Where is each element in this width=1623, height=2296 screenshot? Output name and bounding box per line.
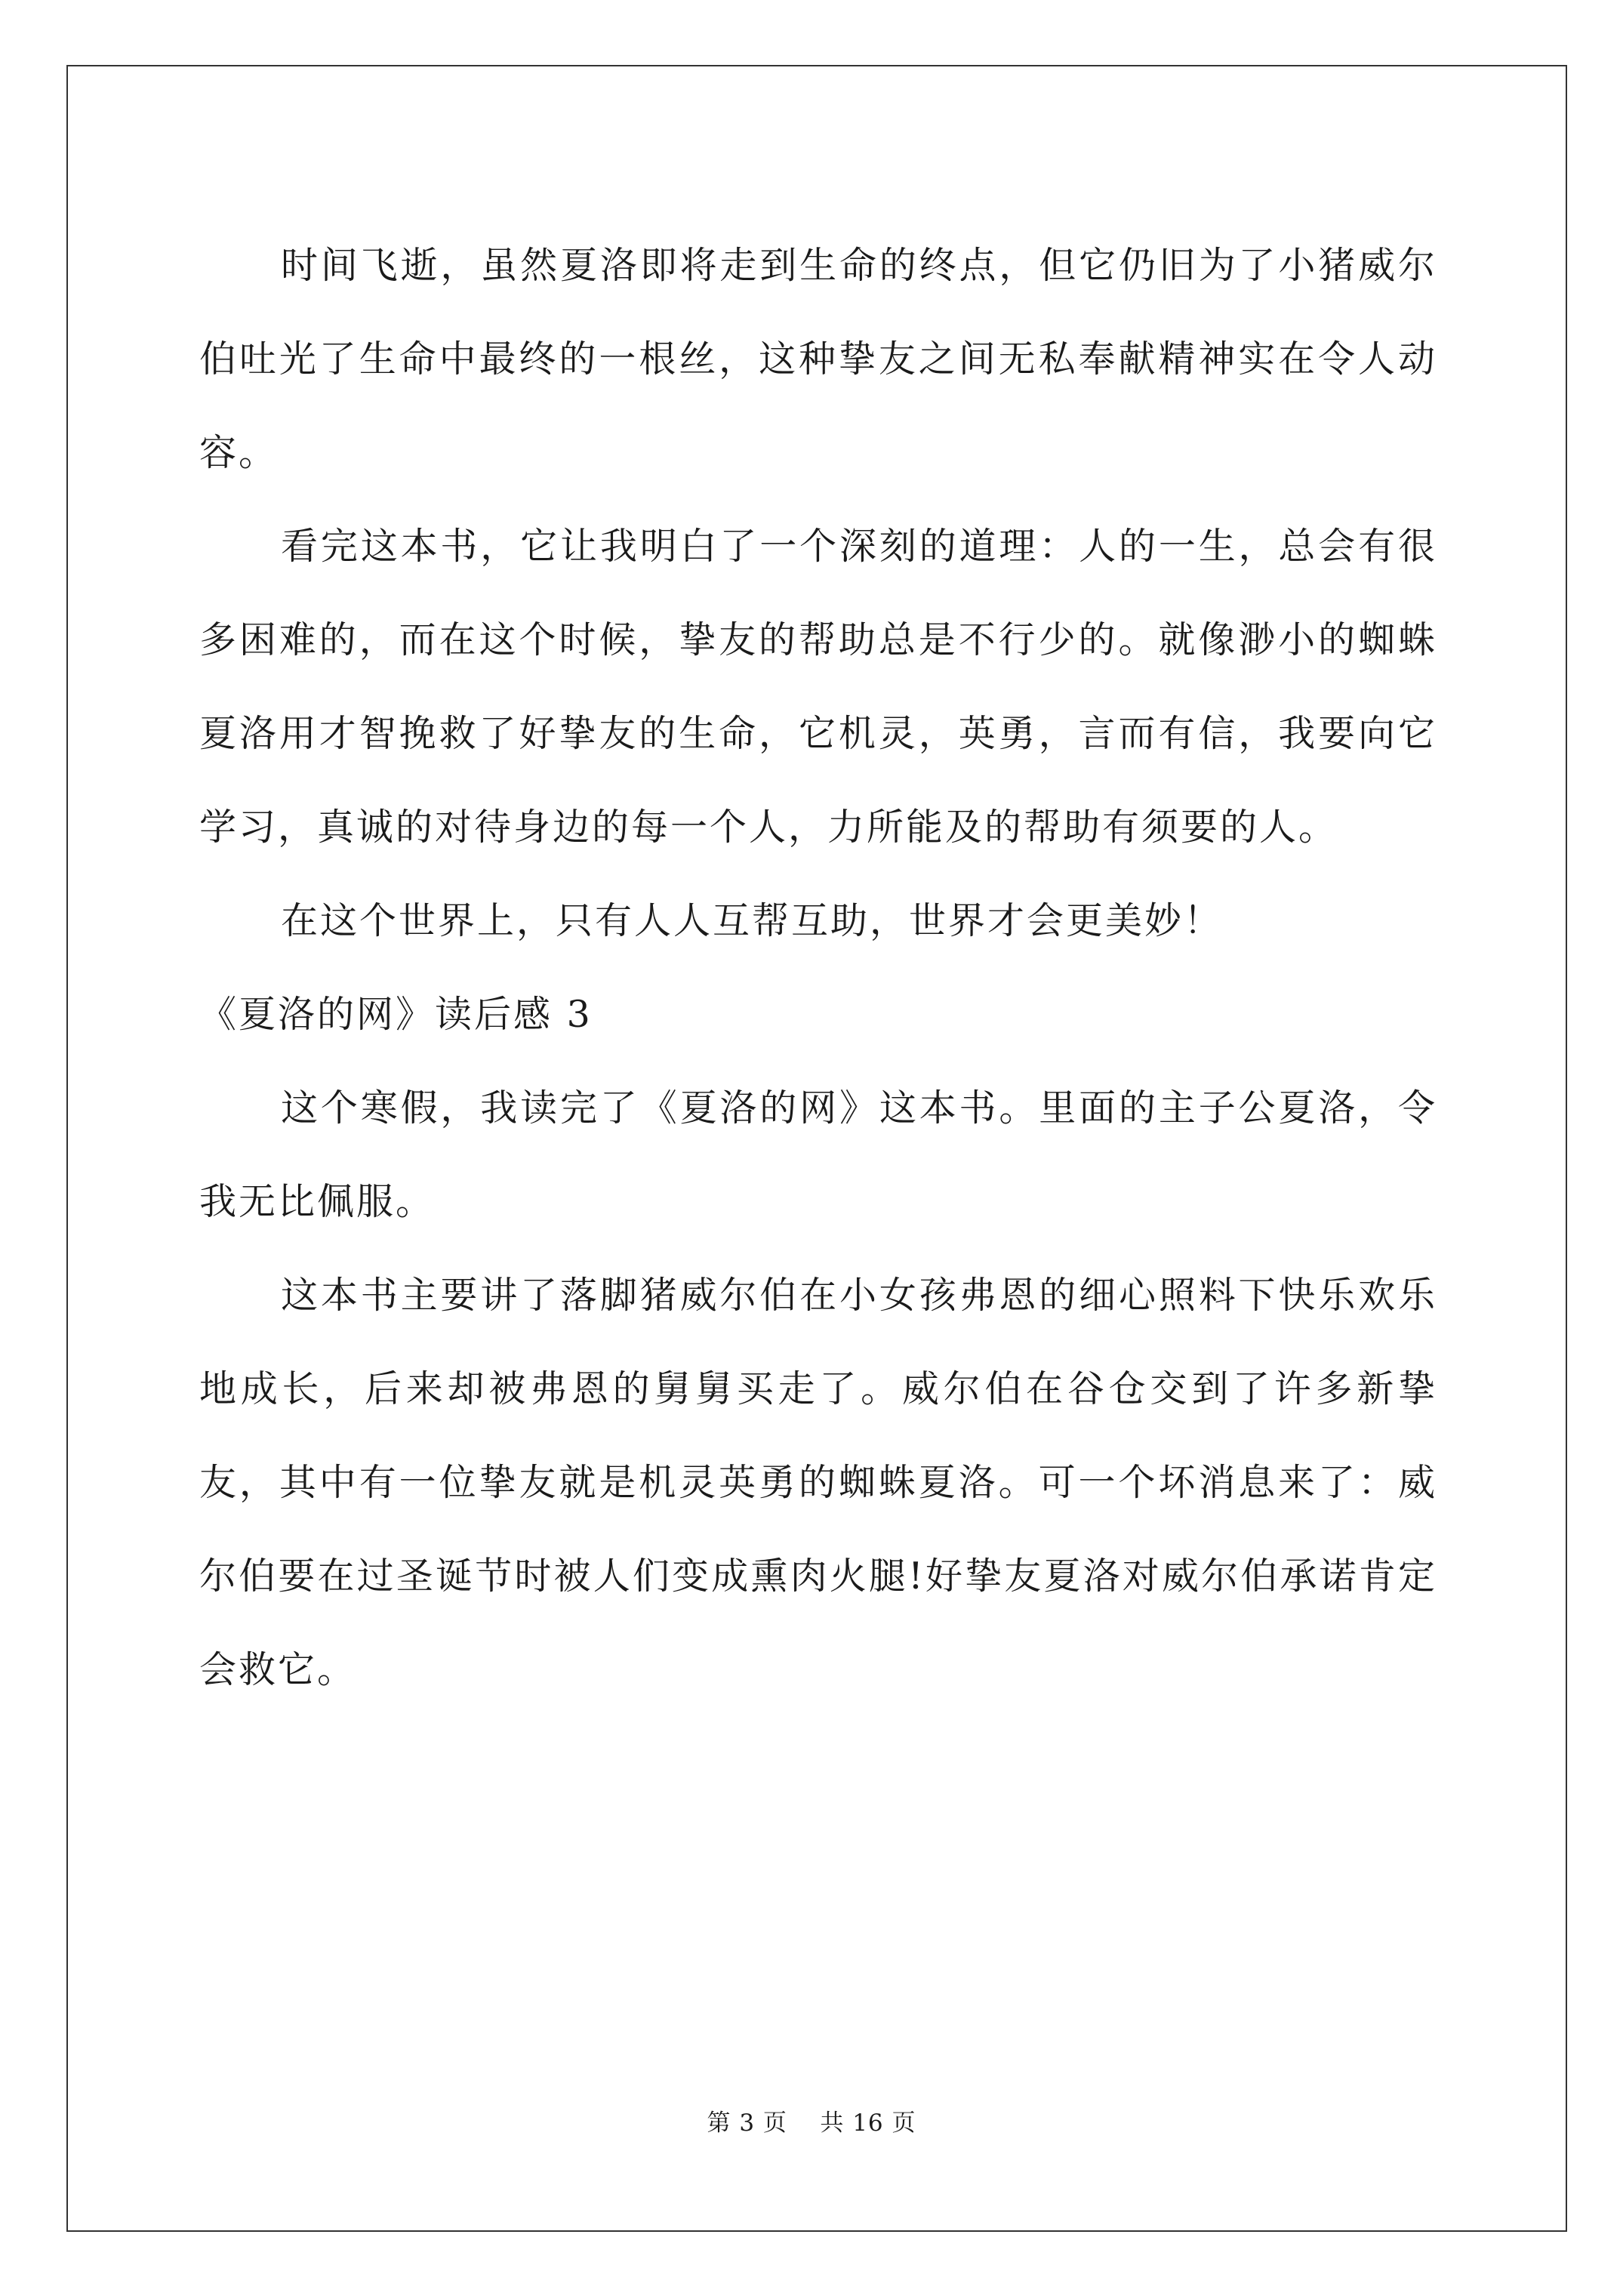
paragraph: 看完这本书，它让我明白了一个深刻的道理：人的一生，总会有很多困难的，而在这个时候，挚友的帮助总是不行少的。就像渺小的蜘蛛夏洛用才智挽救了好挚友的生命，它机灵，英勇，言而有信，我要向它学习，真诚的对待身边的每一个人，力所能及的帮助有须要的人。 [199, 525, 1437, 849]
paragraph: 这个寒假，我读完了《夏洛的网》这本书。里面的主子公夏洛，令我无比佩服。 [199, 1086, 1437, 1223]
page-footer [0, 2103, 1623, 2137]
page-number: 第 3 页 [707, 2110, 787, 2137]
section-heading: 《夏洛的网》读后感 3 [199, 993, 593, 1036]
paragraph: 在这个世界上，只有人人互帮互助，世界才会更美妙！ [281, 899, 1224, 942]
paragraph: 这本书主要讲了落脚猪威尔伯在小女孩弗恩的细心照料下快乐欢乐地成长，后来却被弗恩的舅舅买走了。威尔伯在谷仓交到了许多新挚友，其中有一位挚友就是机灵英勇的蜘蛛夏洛。可一个坏消息来了：威尔伯要在过圣诞节时被人们变成熏肉火腿!好挚友夏洛对威尔伯承诺肯定会救它。 [199, 1274, 1437, 1691]
paragraph: 时间飞逝，虽然夏洛即将走到生命的终点，但它仍旧为了小猪威尔伯吐光了生命中最终的一根丝，这种挚友之间无私奉献精神实在令人动容。 [199, 244, 1437, 474]
total-pages: 共 16 页 [820, 2110, 916, 2137]
document-body [199, 219, 1437, 1717]
